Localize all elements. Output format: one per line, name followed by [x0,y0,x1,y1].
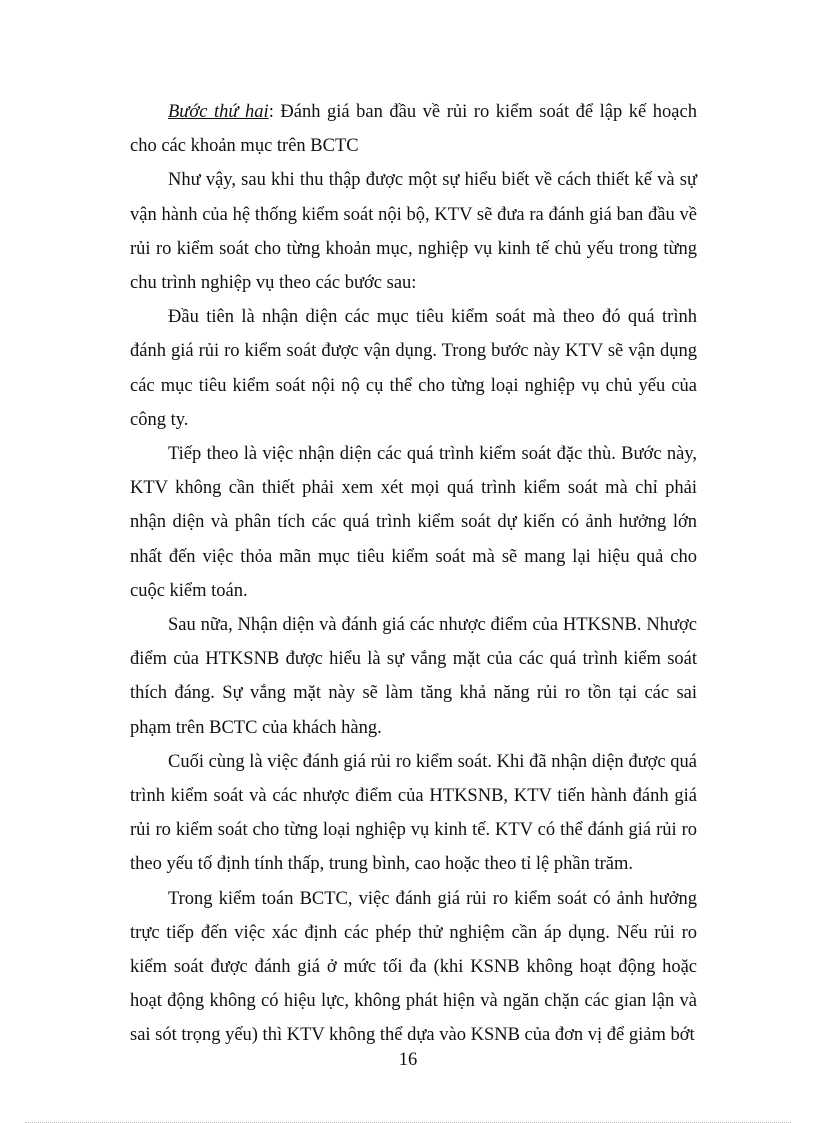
paragraph-third-step: Sau nữa, Nhận diện và đánh giá các nhược điểm của HTKSNB. Nhược điểm của HTKSNB được hiểu là sự vắng mặt của các quá trình kiểm soát thích đáng. Sự vắng mặt này sẽ làm tăng khả năng rủi ro tồn tại các sai phạm trên BCTC của khách hàng. [130,615,697,738]
step-title: Bước thứ hai [168,102,269,122]
paragraph-second-step: Tiếp theo là việc nhận diện các quá trình kiểm soát đặc thù. Bước này, KTV không cần thiết phải xem xét mọi quá trình kiểm soát mà chỉ phải nhận diện và phân tích các quá trình kiểm soát dự kiến có ảnh hưởng lớn nhất đến việc thỏa mãn mục tiêu kiểm soát mà sẽ mang lại hiệu quả cho cuộc kiểm toán. [130,444,697,601]
document-body [130,95,697,1053]
step-two-paragraph [130,95,697,163]
paragraph-final-step: Cuối cùng là việc đánh giá rủi ro kiểm soát. Khi đã nhận diện được quá trình kiểm soát và các nhược điểm của HTKSNB, KTV tiến hành đánh giá rủi ro kiểm soát cho từng loại nghiệp vụ kinh tế. KTV có thể đánh giá rủi ro theo yếu tố định tính thấp, trung bình, cao hoặc theo tỉ lệ phần trăm. [130,751,697,875]
paragraph-audit-impact: Trong kiểm toán BCTC, việc đánh giá rủi ro kiểm soát có ảnh hưởng trực tiếp đến việc xác định các phép thử nghiệm cần áp dụng. Nếu rủi ro kiểm soát được đánh giá ở mức tối đa (khi KSNB không hoạt động hoặc hoạt động không có hiệu lực, không phát hiện và ngăn chặn các gian lận và sai sót trọng yếu) thì KTV không thể dựa vào KSNB của đơn vị để giảm bớt [130,888,697,1046]
step-text: : Đánh giá ban đầu về rủi ro kiểm soát để lập kế hoạch cho các khoản mục trên BCTC [130,102,697,157]
page-number: 16 [398,1050,418,1070]
paragraph-overview: Như vậy, sau khi thu thập được một sự hiểu biết về cách thiết kế và sự vận hành của hệ thống kiểm soát nội bộ, KTV sẽ đưa ra đánh giá ban đầu về rủi ro kiểm soát cho từng khoản mục, nghiệp vụ kinh tế chủ yếu trong từng chu trình nghiệp vụ theo các bước sau: [130,170,697,294]
paragraph-first-step: Đầu tiên là nhận diện các mục tiêu kiểm soát mà theo đó quá trình đánh giá rủi ro kiểm soát được vận dụng. Trong bước này KTV sẽ vận dụng các mục tiêu kiểm soát nội nộ cụ thể cho từng loại nghiệp vụ chủ yếu của công ty. [130,307,697,430]
